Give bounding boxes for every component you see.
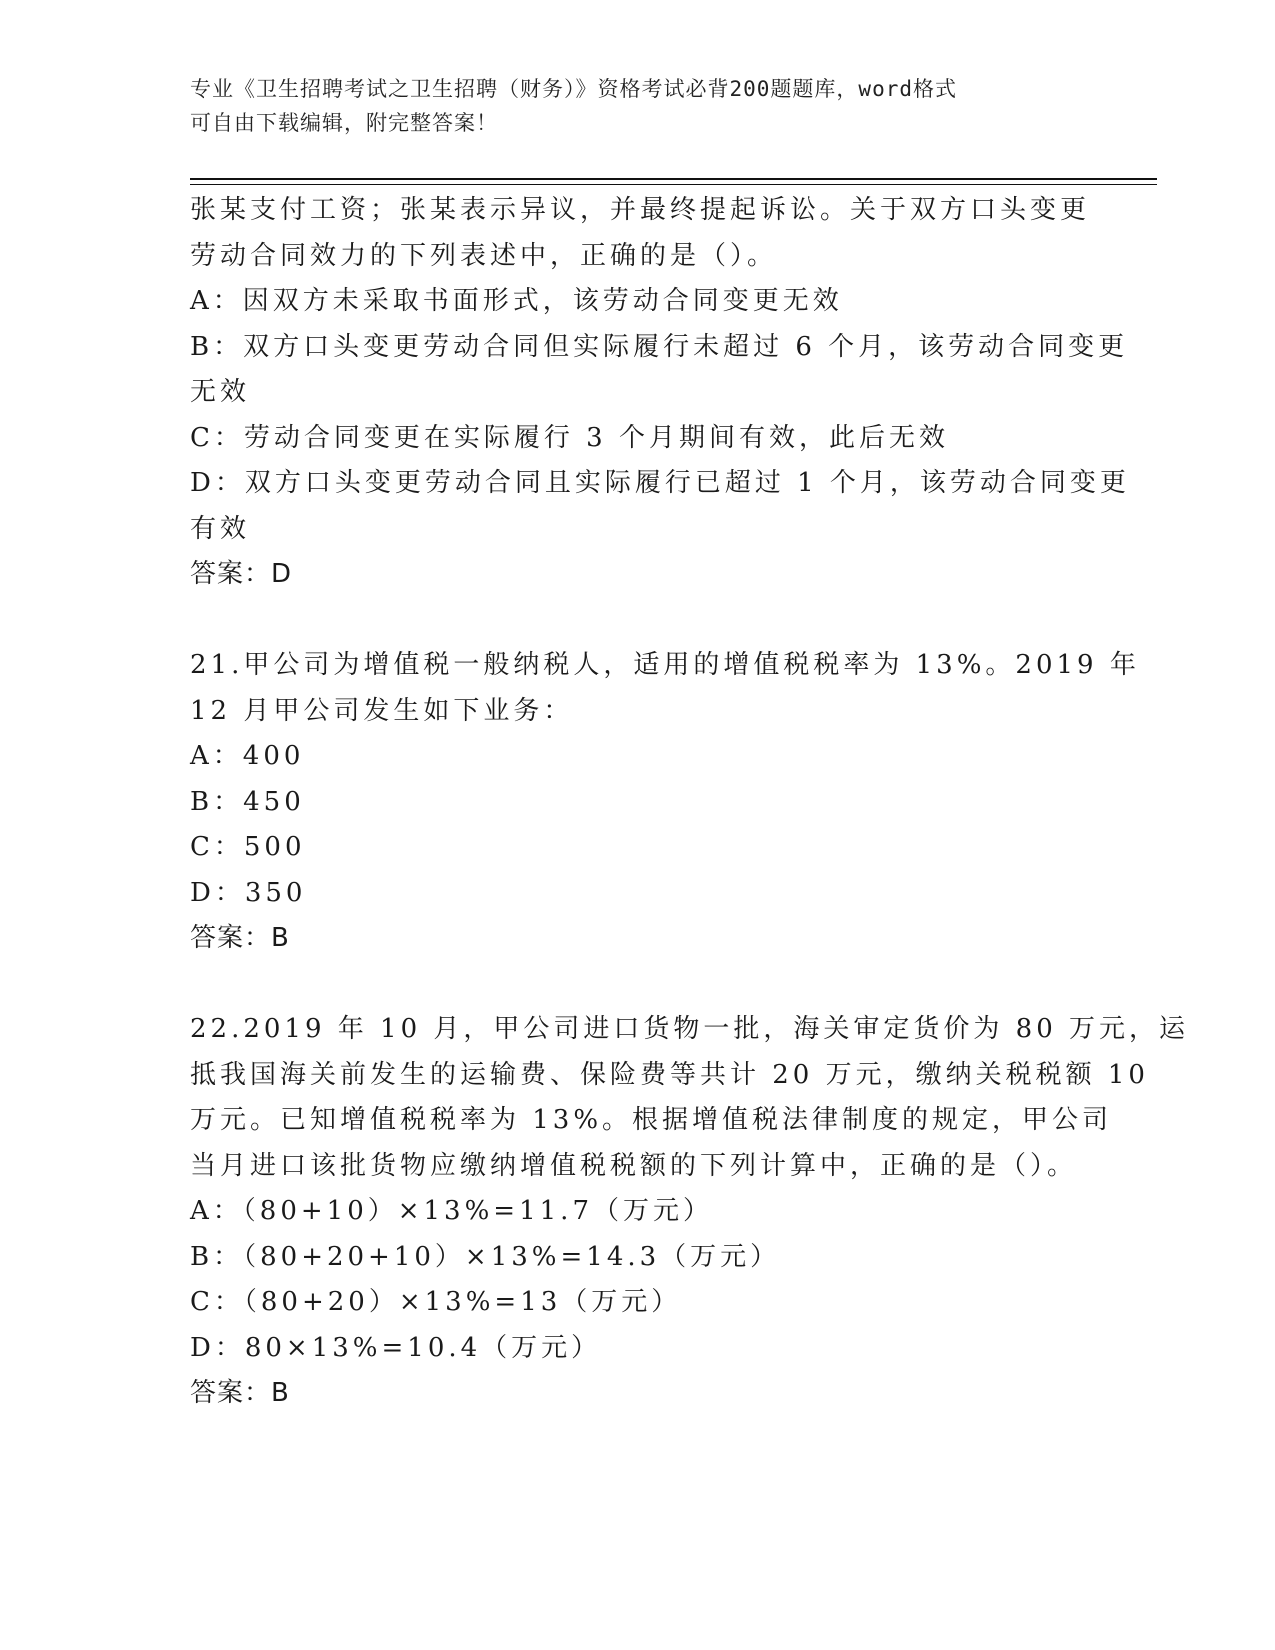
option-a: A：因双方未采取书面形式，该劳动合同变更无效 [190,286,843,316]
question-20 [190,188,1130,598]
question-stem: 21.甲公司为增值税一般纳税人，适用的增值税税率为 13%。2019 年 [190,650,1140,680]
question-stem: 22.2019 年 10 月，甲公司进口货物一批，海关审定货价为 80 万元，运 [190,1014,1190,1044]
question-22 [190,1007,1190,1417]
option-a: A：400 [190,741,305,771]
option-d: D：80×13%=10.4（万元） [190,1332,602,1363]
document-body [190,188,1190,1417]
header-line-1: 专业《卫生招聘考试之卫生招聘（财务）》资格考试必背200题题库，word格式 [190,77,957,101]
question-stem: 12 月甲公司发生如下业务： [190,695,574,726]
question-stem: 张某支付工资；张某表示异议，并最终提起诉讼。关于双方口头变更 [190,195,1091,225]
option-b: B：双方口头变更劳动合同但实际履行未超过 6 个月，该劳动合同变更 [190,331,1129,362]
answer-label: 答案：B [190,1378,290,1408]
header-line-2: 可自由下载编辑，附完整答案！ [190,111,498,135]
option-c: C：500 [190,832,306,862]
answer-label: 答案：D [190,559,293,589]
question-21 [190,643,1140,962]
option-c: C：劳动合同变更在实际履行 3 个月期间有效，此后无效 [190,422,949,453]
option-b: B：（80+20+10）×13%=14.3（万元） [190,1241,781,1272]
option-d: D：350 [190,877,307,908]
header-rule-thin [190,184,1157,185]
question-stem: 当月进口该批货物应缴纳增值税税额的下列计算中，正确的是（）。 [190,1150,1078,1181]
option-a: A：（80+10）×13%=11.7（万元） [190,1196,713,1226]
question-stem: 劳动合同效力的下列表述中，正确的是（）。 [190,240,778,271]
option-b: B：450 [190,786,305,817]
option-b-cont: 无效 [190,377,251,407]
header-rule-thick [190,178,1157,180]
option-d-cont: 有效 [190,513,251,544]
question-stem: 万元。已知增值税税率为 13%。根据增值税法律制度的规定，甲公司 [190,1105,1113,1135]
option-d: D：双方口头变更劳动合同且实际履行已超过 1 个月，该劳动合同变更 [190,468,1130,498]
answer-label: 答案：B [190,923,290,953]
document-header [190,72,1090,140]
option-c: C：（80+20）×13%=13（万元） [190,1287,682,1317]
question-stem: 抵我国海关前发生的运输费、保险费等共计 20 万元，缴纳关税税额 10 [190,1059,1149,1090]
